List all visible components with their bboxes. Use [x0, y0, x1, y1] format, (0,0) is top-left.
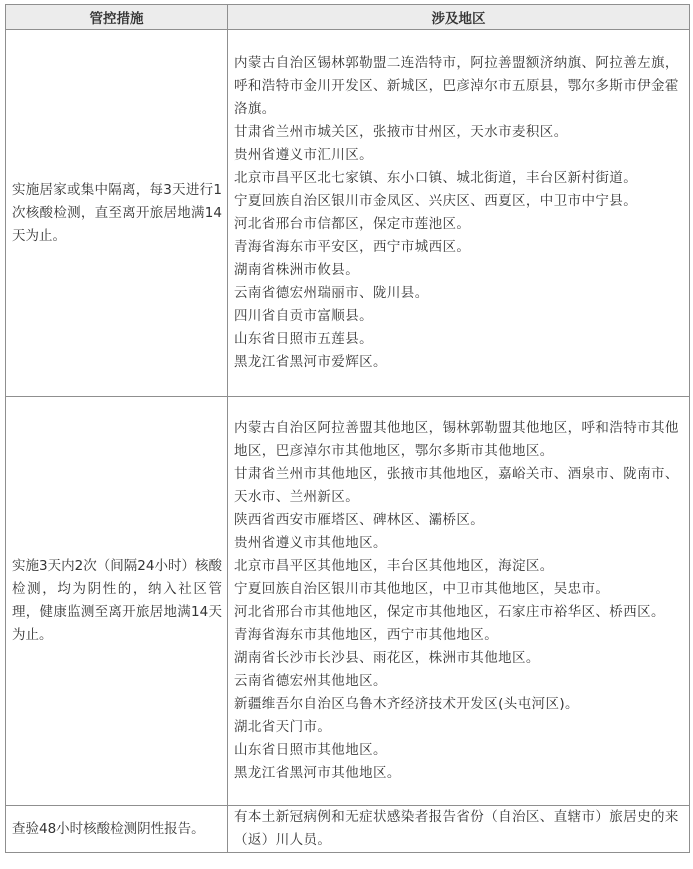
- region-item: 四川省自贡市富顺县。: [234, 308, 373, 324]
- header-row: [6, 5, 690, 30]
- table-row: [6, 30, 690, 397]
- measure-cell: 实施居家或集中隔离，每3天进行1次核酸检测，直至离开旅居地满14天为止。: [6, 30, 228, 397]
- region-item: 北京市昌平区其他地区，丰台区其他地区，海淀区。: [234, 558, 554, 574]
- region-item: 河北省邢台市其他地区，保定市其他地区，石家庄市裕华区、桥西区。: [234, 604, 665, 620]
- region-item: 陕西省西安市雁塔区、碑林区、灞桥区。: [234, 512, 485, 528]
- region-item: 河北省邢台市信都区，保定市莲池区。: [234, 216, 471, 232]
- region-item: 内蒙古自治区阿拉善盟其他地区，锡林郭勒盟其他地区，呼和浩特市其他地区，巴彦淖尔市其他地区，鄂尔多斯市其他地区。: [234, 420, 679, 459]
- regions-cell: [228, 397, 690, 806]
- region-item: 甘肃省兰州市其他地区，张掖市其他地区，嘉峪关市、酒泉市、陇南市、天水市、兰州新区。: [234, 466, 679, 505]
- table-row: [6, 806, 690, 853]
- table-container: [5, 4, 689, 853]
- regions-cell: [228, 806, 690, 853]
- column-header-measures: 管控措施: [6, 5, 228, 30]
- region-item: 青海省海东市平安区，西宁市城西区。: [234, 239, 471, 255]
- region-item: 山东省日照市其他地区。: [234, 742, 387, 758]
- region-item: 贵州省遵义市其他地区。: [234, 535, 387, 551]
- region-item: 云南省德宏州其他地区。: [234, 673, 387, 689]
- measure-cell: 实施3天内2次（间隔24小时）核酸检测，均为阴性的，纳入社区管理，健康监测至离开旅居地满14天为止。: [6, 397, 228, 806]
- region-item: 湖北省天门市。: [234, 719, 332, 735]
- region-item: 宁夏回族自治区银川市其他地区，中卫市其他地区，吴忠市。: [234, 581, 610, 597]
- region-item: 新疆维吾尔自治区乌鲁木齐经济技术开发区(头屯河区)。: [234, 696, 579, 712]
- region-item: 内蒙古自治区锡林郭勒盟二连浩特市，阿拉善盟额济纳旗、阿拉善左旗，呼和浩特市金川开发区、新城区，巴彦淖尔市五原县，鄂尔多斯市伊金霍洛旗。: [234, 55, 679, 117]
- region-item: 黑龙江省黑河市爱辉区。: [234, 354, 387, 370]
- column-header-regions: 涉及地区: [228, 5, 690, 30]
- measure-cell: 查验48小时核酸检测阴性报告。: [6, 806, 228, 853]
- region-item: 有本土新冠病例和无症状感染者报告省份（自治区、直辖市）旅居史的来（返）川人员。: [234, 809, 679, 848]
- region-item: 北京市昌平区北七家镇、东小口镇、城北街道，丰台区新村街道。: [234, 170, 638, 186]
- region-item: 湖南省株洲市攸县。: [234, 262, 360, 278]
- region-item: 湖南省长沙市长沙县、雨花区，株洲市其他地区。: [234, 650, 540, 666]
- regions-cell: [228, 30, 690, 397]
- control-measures-table: [5, 4, 690, 853]
- region-item: 宁夏回族自治区银川市金凤区、兴庆区、西夏区，中卫市中宁县。: [234, 193, 638, 209]
- region-item: 贵州省遵义市汇川区。: [234, 147, 373, 163]
- region-item: 青海省海东市其他地区，西宁市其他地区。: [234, 627, 499, 643]
- region-item: 山东省日照市五莲县。: [234, 331, 373, 347]
- region-item: 黑龙江省黑河市其他地区。: [234, 765, 401, 781]
- table-row: [6, 397, 690, 806]
- region-item: 甘肃省兰州市城关区，张掖市甘州区，天水市麦积区。: [234, 124, 568, 140]
- region-item: 云南省德宏州瑞丽市、陇川县。: [234, 285, 429, 301]
